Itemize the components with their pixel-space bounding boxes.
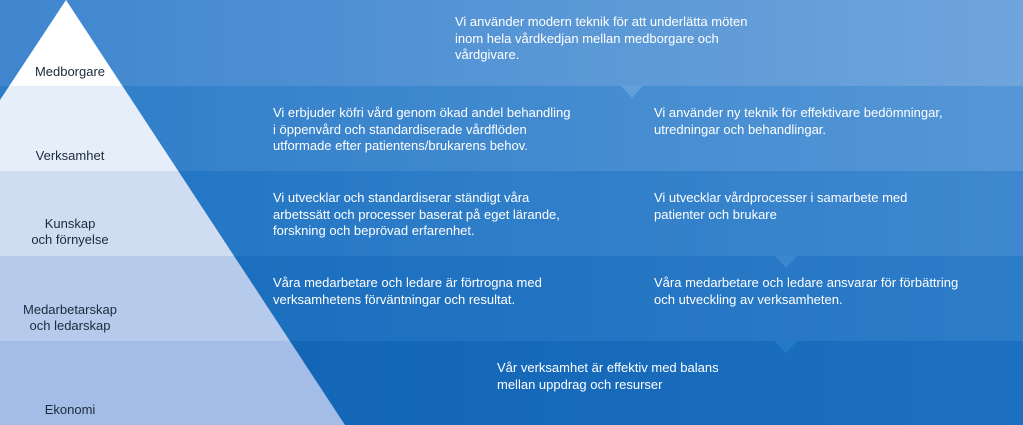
pyramid-label-medborgare: Medborgare bbox=[34, 64, 106, 79]
pyramid-label-medarbetarskap: Medarbetarskap och ledarskap bbox=[23, 302, 117, 333]
statement-medarbetarskap-right: Våra medarbetare och ledare ansvarar för förbättring och utveckling av verksamheten. bbox=[654, 275, 959, 307]
statement-ekonomi: Vår verksamhet är effektiv med balans mellan uppdrag och resurser bbox=[497, 360, 719, 392]
statement-kunskap-left: Vi utvecklar och standardiserar ständigt våra arbetssätt och processer baserat på eget lärande, forskning och beprövad erfarenhet. bbox=[273, 190, 560, 238]
pyramid-label-ekonomi: Ekonomi bbox=[44, 402, 96, 417]
statement-verksamhet-left: Vi erbjuder köfri vård genom ökad andel behandling i öppenvård och standardiserade vårdflöden utformade efter patientens/brukarens behov. bbox=[273, 105, 571, 153]
statement-medborgare: Vi använder modern teknik för att underlätta möten inom hela vårdkedjan mellan medborgare och vårdgivare. bbox=[455, 14, 748, 62]
statement-verksamhet-right: Vi använder ny teknik för effektivare bedömningar, utredningar och behandlingar. bbox=[654, 105, 943, 137]
pyramid-label-kunskap: Kunskap och förnyelse bbox=[31, 216, 109, 247]
pyramid-label-verksamhet: Verksamhet bbox=[35, 148, 105, 163]
notch-arrow bbox=[775, 256, 797, 268]
notch-arrow bbox=[775, 341, 797, 353]
notch-arrow bbox=[621, 86, 643, 98]
statement-medarbetarskap-left: Våra medarbetare och ledare är förtrogna med verksamhetens förväntningar och resultat. bbox=[273, 275, 542, 307]
statement-kunskap-right: Vi utvecklar vårdprocesser i samarbete med patienter och brukare bbox=[654, 190, 908, 222]
